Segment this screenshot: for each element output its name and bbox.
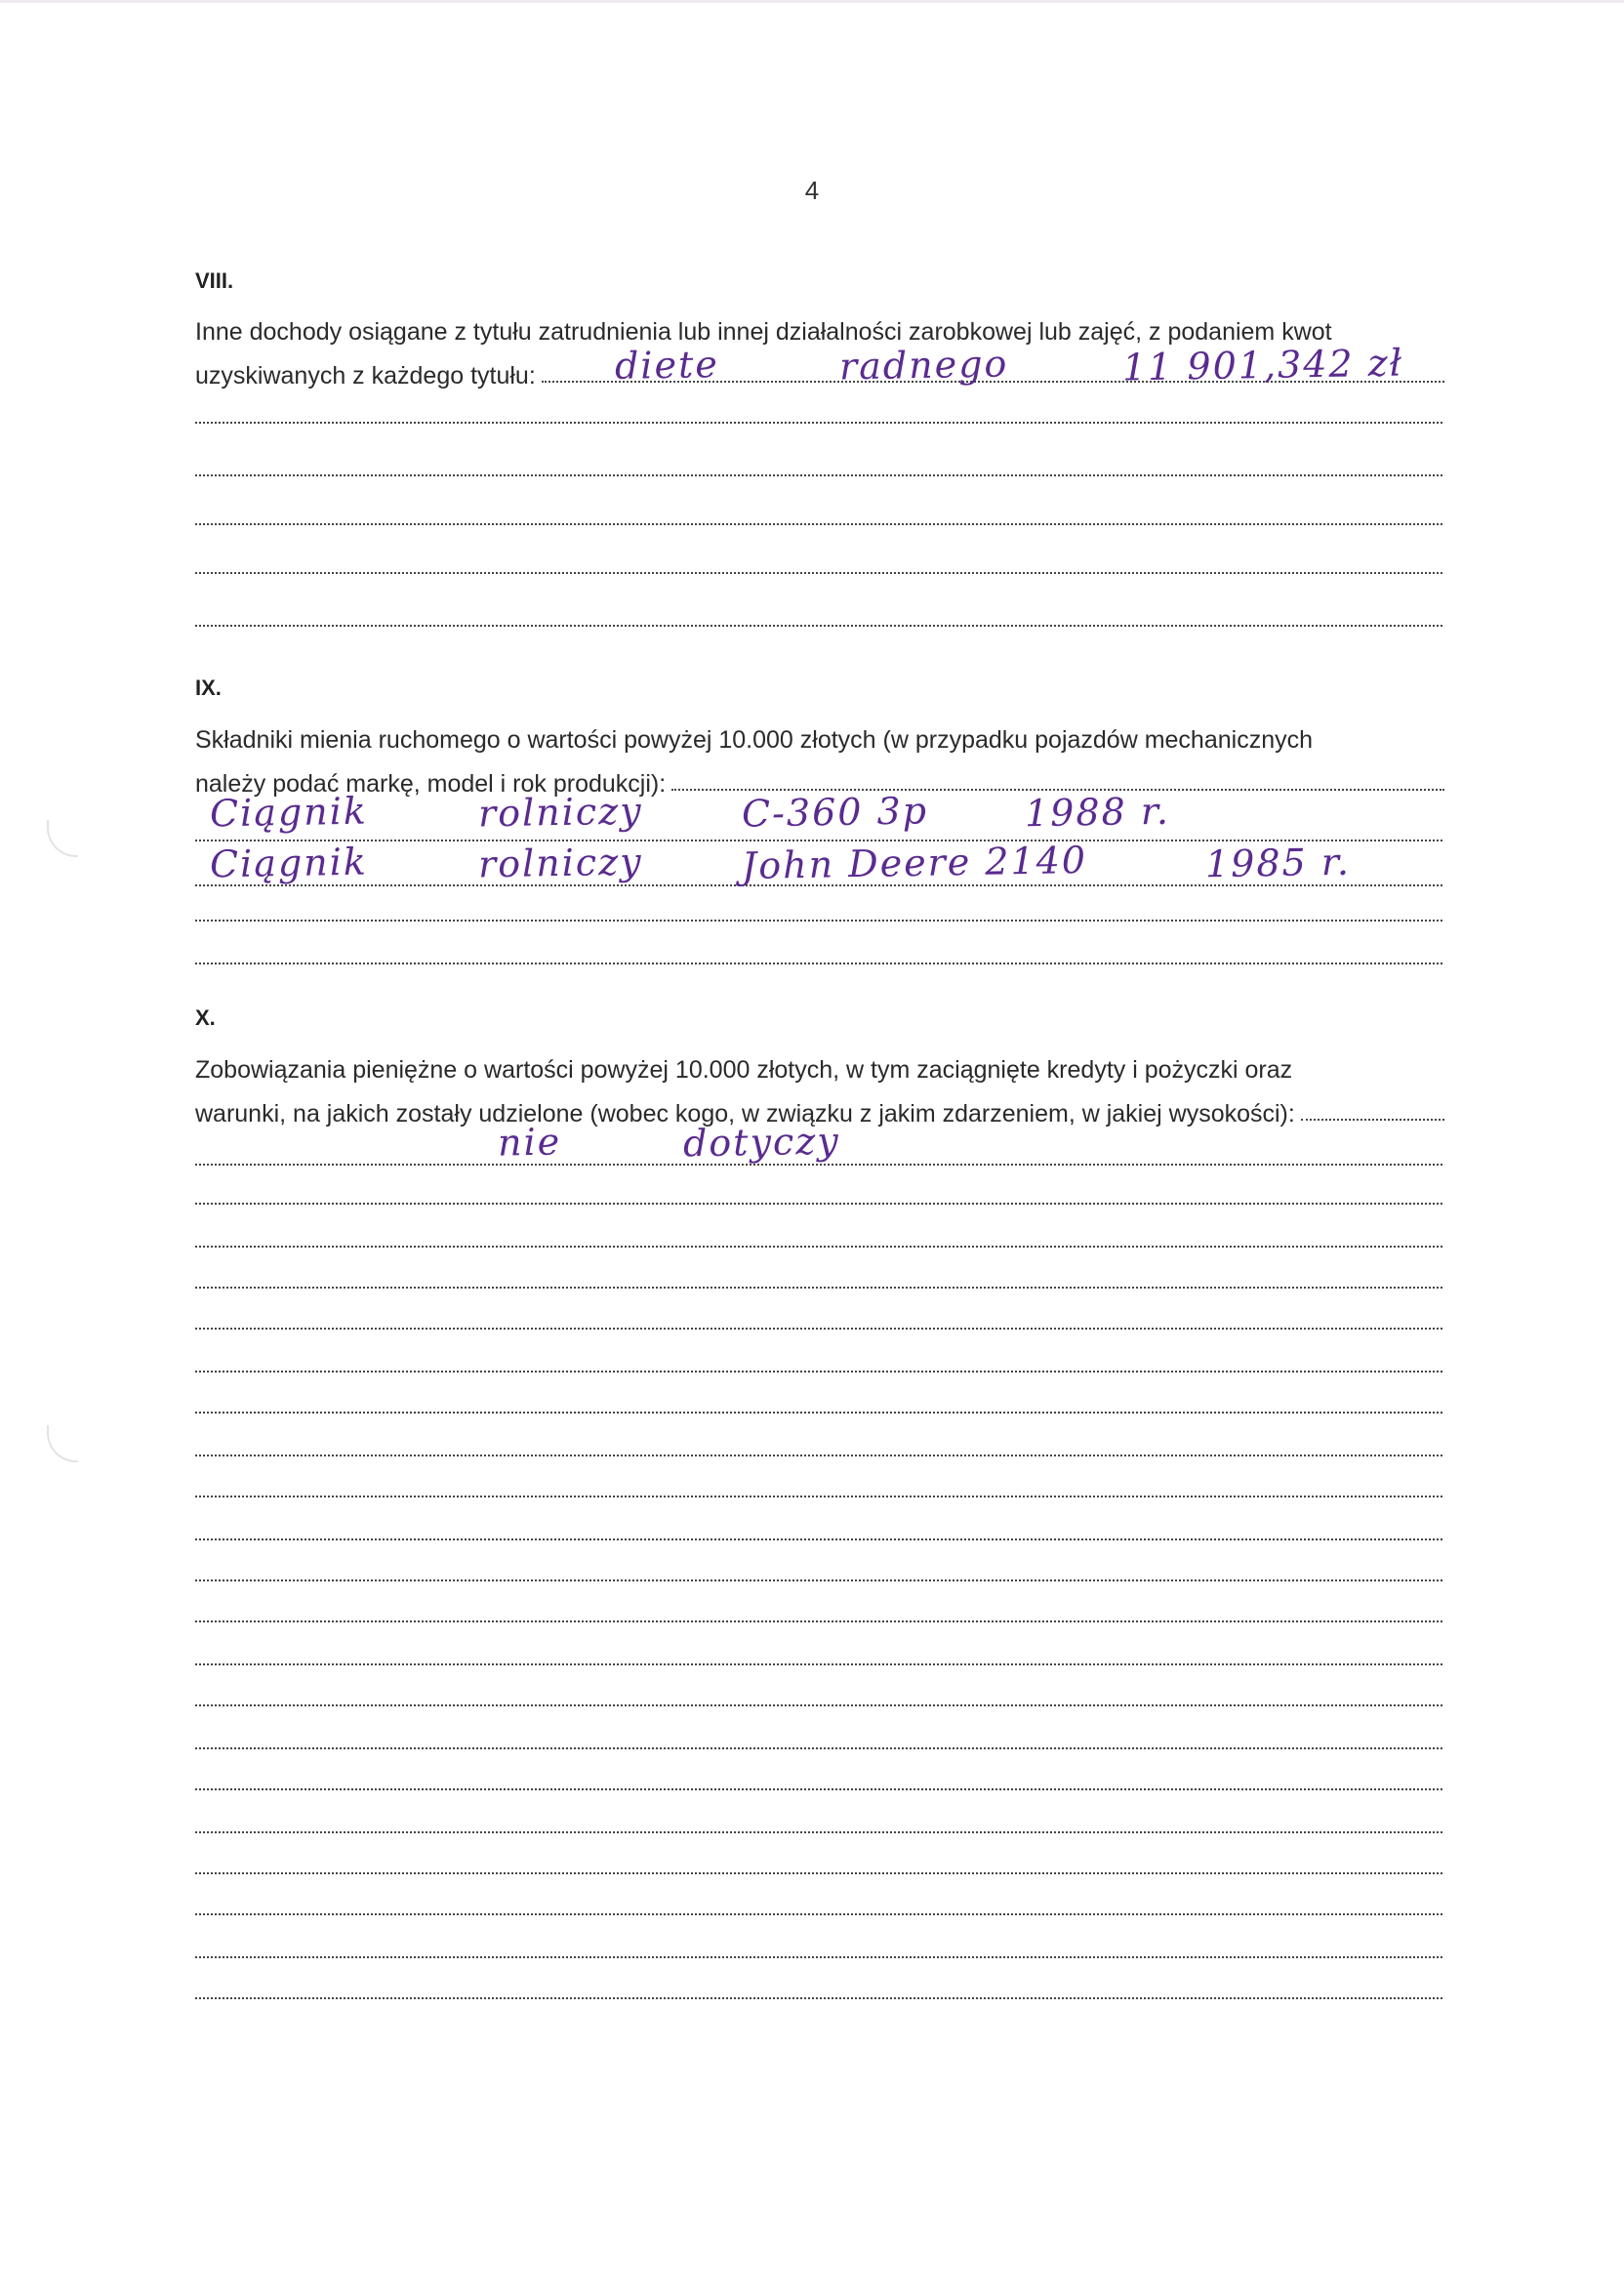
dotted-line — [195, 1164, 1442, 1166]
dotted-line — [195, 1455, 1442, 1456]
dotted-line — [195, 1704, 1442, 1706]
dotted-line — [195, 523, 1442, 525]
dotted-line — [195, 1997, 1442, 1999]
section-x-label: warunki, na jakich zostały udzielone (wobec kogo, w związku z jakim zdarzeniem, w jakiej wysokości): — [195, 1100, 1295, 1128]
dotted-line — [195, 1412, 1442, 1414]
handwritten-entry: diete — [614, 343, 720, 388]
handwritten-entry: rolniczy — [477, 840, 643, 886]
handwritten-entry: rolniczy — [477, 789, 643, 836]
section-viii-text: Inne dochody osiągane z tytułu zatrudnienia lub innej działalności zarobkowej lub zajęć, z podaniem kwot — [195, 318, 1332, 346]
section-viii-title: VIII. — [195, 268, 234, 293]
section-ix-label: należy podać markę, model i rok produkcji): — [195, 770, 667, 798]
handwritten-entry: Ciągnik — [209, 840, 369, 886]
dotted-line — [195, 1872, 1442, 1874]
dotted-line — [195, 1663, 1442, 1665]
dotted-line — [195, 1788, 1442, 1790]
handwritten-entry: nie — [497, 1120, 562, 1165]
dotted-line — [195, 572, 1442, 574]
dotted-line — [195, 963, 1442, 964]
dotted-line — [195, 1579, 1442, 1581]
dotted-line — [195, 1246, 1442, 1248]
dotted-line — [195, 1203, 1442, 1205]
dotted-line — [195, 474, 1442, 476]
handwritten-entry: 1988 r. — [1024, 789, 1171, 836]
dotted-line — [195, 422, 1442, 424]
section-x-text: Zobowiązania pieniężne o wartości powyżej 10.000 złotych, w tym zaciągnięte kredyty i pożyczki oraz — [195, 1056, 1293, 1084]
dotted-line — [195, 1287, 1442, 1289]
handwritten-entry: C-360 3p — [741, 789, 929, 836]
handwritten-entry: radnego — [838, 342, 1009, 389]
dotted-fill — [1301, 1119, 1444, 1121]
dotted-line — [195, 1831, 1442, 1833]
section-ix-text: Składniki mienia ruchomego o wartości powyżej 10.000 złotych (w przypadku pojazdów mechanicznych — [195, 726, 1314, 754]
page-number: 4 — [804, 176, 820, 205]
dotted-line — [195, 1620, 1442, 1622]
handwritten-entry: John Deere 2140 — [741, 838, 1088, 888]
handwritten-entry: Ciągnik — [209, 789, 369, 836]
punch-hole-mark — [47, 1425, 78, 1462]
dotted-line — [195, 1496, 1442, 1497]
dotted-line — [195, 1538, 1442, 1540]
section-ix-title: IX. — [195, 676, 222, 700]
dotted-line — [195, 1956, 1442, 1958]
section-viii-label: uzyskiwanych z każdego tytułu: — [195, 362, 536, 390]
handwritten-entry: 11 901,342 zł — [1121, 341, 1404, 390]
dotted-line — [195, 1747, 1442, 1749]
dotted-line — [195, 625, 1442, 627]
dotted-line — [195, 920, 1442, 922]
punch-hole-mark — [47, 820, 78, 857]
section-x-title: X. — [195, 1005, 216, 1030]
dotted-line — [195, 1913, 1442, 1915]
handwritten-entry: 1985 r. — [1204, 840, 1352, 886]
dotted-line — [195, 1371, 1442, 1373]
handwritten-entry: dotyczy — [682, 1119, 841, 1166]
dotted-line — [195, 1328, 1442, 1330]
page-top-edge — [0, 0, 1624, 3]
